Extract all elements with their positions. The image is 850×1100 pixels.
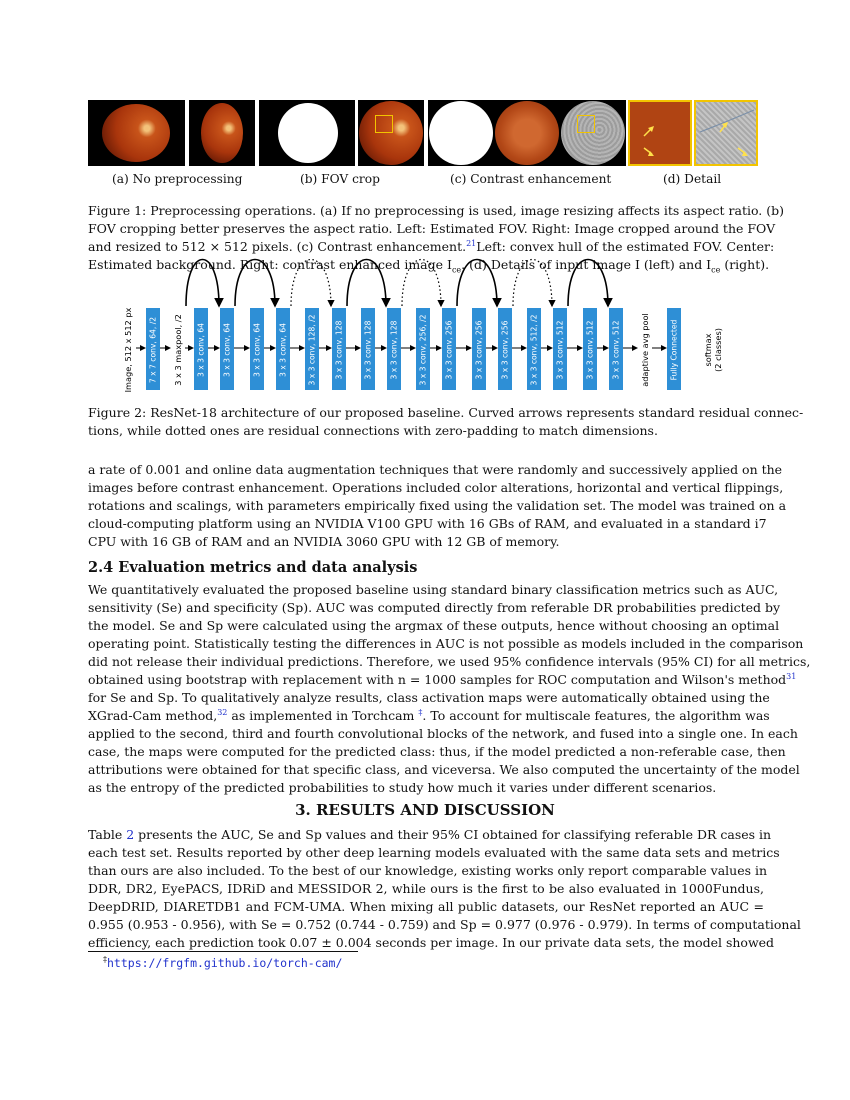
layer-label: 3 x 3 conv, 512 <box>585 320 595 380</box>
layer-label: 3 x 3 conv, 256 <box>444 320 454 380</box>
convex-hull-image <box>428 100 494 166</box>
paragraph-training: a rate of 0.001 and online data augmentation techniques that were randomly and successively applied on the images before contrast enhancement. Operations included color alterations, horizontal and vertical flippings, rotations and scalings, with parameters empirically fixed using the validation set. The model was trained on a cloud-computing platform using an NVIDIA V100 GPU with 16 GBs of RAM, and evaluated in a standard i7 CPU with 16 GB of RAM and an NVIDIA 3060 GPU with 12 GB of memory. <box>88 462 787 549</box>
residual-arc <box>186 260 219 307</box>
layer-label: Fully Connected <box>669 319 679 381</box>
layer-label: 3 x 3 conv, 64 <box>222 322 232 378</box>
citation-32[interactable]: 32 <box>217 708 228 717</box>
estimated-background-image <box>494 100 560 166</box>
paragraph-evaluation: We quantitatively evaluated the proposed baseline using standard binary classification metrics such as AUC, sensitivity (Se) and specificity (Sp). AUC was computed directly from referable DR probabilities predicted by the model. Se and Sp were calculated using the argmax of these outputs, hence without choosing an optimal operating point. Statistically testing the differences in AUC is not possible as models included in the comparison did not release their individual predictions. Therefore, we used 95% confidence intervals (95% CI) for all metrics, obtained using bootstrap with replacement with n = 1000 samples for ROC computation and Wilson's method$^{31}$ for Se and Sp. To qualitatively analyze results, class activation maps were automatically obtained using the XGrad-Cam method,$^{32}$ as implemented in Torchcam ‡. To account for multiscale features, the algorithm was applied to the second, third and fourth convolutional blocks of the network, and fused into a single one. In each case, the maps were computed for the predicted class: thus, if the model predicted a non-referable case, then attributions were obtained for that specific class, and viceversa. We also computed the uncertainty of the model as the entropy of the predicted probabilities to study how much it varies under different scenarios. <box>88 582 811 795</box>
fov-cropped-image <box>358 100 424 166</box>
figure-1-images <box>88 100 758 166</box>
section-heading-3: 3. RESULTS AND DISCUSSION <box>295 801 555 819</box>
layer-label: 3 x 3 conv, 256 <box>474 320 484 380</box>
layer-label: 3 x 3 conv, 512 <box>555 320 565 380</box>
layer-label: 3 x 3 maxpool, /2 <box>173 314 183 386</box>
residual-arc <box>235 260 275 307</box>
softmax-label: softmax <box>703 333 713 367</box>
layer-label: 3 x 3 conv, 64 <box>252 322 262 378</box>
residual-arc-dotted <box>402 260 441 307</box>
detail-enhanced-image <box>694 100 758 166</box>
footnote-mark-dagger[interactable]: ‡ <box>418 708 423 717</box>
residual-arc-dotted <box>291 260 331 307</box>
figure-1-caption: Figure 1: Preprocessing operations. (a) If no preprocessing is used, image resizing affects its aspect ratio. (b) FOV cropping better preserves the aspect ratio. Left: Estimated FOV. Right: Image cropped around the FOV and resized to 512 × 512 pixels. (c) Contrast enhancement.$^{21}$Left: convex hull of the estimated FOV. Center: Estimated background. Right: contrast enhanced image $I_{ce}$. (d) Details of input image I (left) and $I_{ce}$ (right). <box>88 203 784 275</box>
input-label: Image, 512 x 512 px <box>123 307 133 393</box>
softmax-classes-label: (2 classes) <box>713 328 723 372</box>
residual-arc <box>457 260 497 307</box>
fundus-image-resized <box>189 100 255 166</box>
citation-31[interactable]: 31 <box>786 672 797 681</box>
footnote-url-link[interactable]: https://frgfm.github.io/torch-cam/ <box>107 956 343 970</box>
figure-2-caption: Figure 2: ResNet-18 architecture of our proposed baseline. Curved arrows represents standard residual connec- tions, while dotted ones are residual connections with zero-padding to match dimensions. <box>88 405 804 438</box>
subcaption-b: (b) FOV crop <box>300 172 380 186</box>
subcaption-d: (d) Detail <box>663 172 722 186</box>
layer-label: adaptive avg pool <box>640 313 650 387</box>
citation-21[interactable]: 21 <box>466 239 477 248</box>
paragraph-results: Table 2 presents the AUC, Se and Sp values and their 95% CI obtained for classifying referable DR cases in each test set. Results reported by other deep learning models evaluated with the same data sets and metrics than ours are also included. To the best of our knowledge, existing works only report comparable values in DDR, DR2, EyePACS, IDRiD and MESSIDOR 2, while ours is the first to be also evaluated in 1000Fundus, DeepDRID, DIARETDB1 and FCM-UMA. When mixing all public datasets, our ResNet reported an AUC = 0.955 (0.953 - 0.956), with Se = 0.752 (0.744 - 0.759) and Sp = 0.977 (0.976 - 0.979). In terms of computational efficiency, each prediction took 0.07 ± 0.004 seconds per image. In our private data sets, the model showed <box>88 827 801 950</box>
contrast-enhanced-image <box>560 100 626 166</box>
subcaption-a: (a) No preprocessing <box>112 172 243 186</box>
layer-label: 3 x 3 conv, 256, /2 <box>418 314 428 386</box>
layer-label: 3 x 3 conv, 512 <box>611 320 621 380</box>
layer-label: 3 x 3 conv, 512, /2 <box>529 314 539 386</box>
residual-arc-dotted <box>513 260 552 307</box>
footnote-divider <box>88 951 358 952</box>
figure-2-resnet-diagram <box>88 262 764 392</box>
layer-label: 3 x 3 conv, 128 <box>363 320 373 380</box>
residual-arc <box>347 260 386 307</box>
table-2-link[interactable]: 2 <box>126 827 135 842</box>
fov-mask-image <box>259 100 355 166</box>
layer-label: 3 x 3 conv, 64 <box>278 322 288 378</box>
fundus-image-raw <box>88 100 185 166</box>
layer-label: 3 x 3 conv, 128, /2 <box>307 314 317 386</box>
subcaption-c: (c) Contrast enhancement <box>450 172 612 186</box>
detail-input-image <box>628 100 692 166</box>
layer-label: 3 x 3 conv, 64 <box>196 322 206 378</box>
layer-label: 3 x 3 conv, 128 <box>334 320 344 380</box>
section-heading-2-4: 2.4 Evaluation metrics and data analysis <box>88 559 418 576</box>
resnet-architecture-svg <box>88 262 764 392</box>
layer-label: 3 x 3 conv, 256 <box>500 320 510 380</box>
residual-arc <box>568 260 608 307</box>
layer-label: 3 x 3 conv, 128 <box>389 320 399 380</box>
footnote: ‡https://frgfm.github.io/torch-cam/ <box>103 955 343 970</box>
layer-label: 7 x 7 conv, 64, /2 <box>148 316 158 384</box>
